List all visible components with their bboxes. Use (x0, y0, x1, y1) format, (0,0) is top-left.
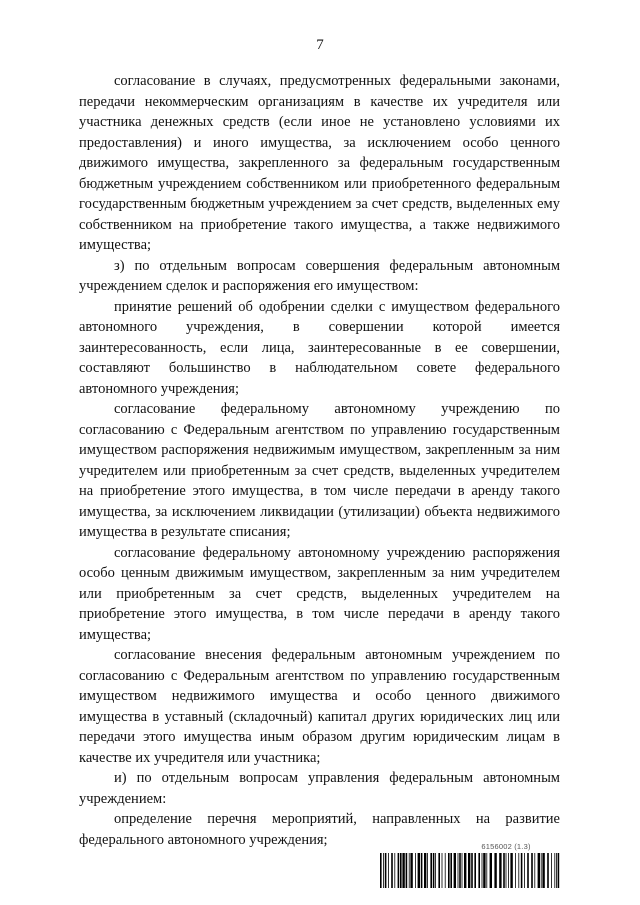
barcode-bar (531, 853, 533, 888)
paragraph-approval-decision: принятие решений об одобрении сделки с имуществом федерального автономного учреждения, в совершении которой имеется заинтересованность, если лица, заинтересованные в ее совершении, составляют большинство в наблюдательном совете федерального автономного учреждения; (79, 298, 560, 397)
barcode-bar (448, 853, 450, 888)
barcode-bar (409, 853, 410, 888)
barcode-bar (424, 853, 426, 888)
barcode-bar (383, 853, 384, 888)
paragraph-approval-transfer: согласование в случаях, предусмотренных федеральными законами, передачи некоммерческим организациям в качестве их учредителя или участника денежных средств (если иное не установлено условиями их предоставления) и иного имущества, за исключением особо ценного движимого имущества, закрепленного за федеральным государственным бюджетным учреждением собственником или приобретенного федеральным государственным бюджетным учреждением за счет средств, выделенных ему собственником на приобретение такого имущества, а также недвижимого имущества; (79, 73, 560, 253)
barcode-bar (556, 853, 557, 888)
page-number: 7 (316, 37, 324, 53)
barcode-bar (538, 853, 540, 888)
barcode-bar (521, 853, 523, 888)
paragraph-development-measures: определение перечня мероприятий, направленных на развитие федерального автономного учреждения; (79, 811, 560, 848)
document-body (79, 71, 560, 850)
barcode-bar (435, 853, 436, 888)
barcode-bar (494, 853, 496, 888)
paragraph-item-i: и) по отдельным вопросам управления федеральным автономным учреждением: (79, 770, 560, 807)
barcode-bar (474, 853, 476, 888)
barcode-bar (406, 853, 408, 888)
barcode-bar (468, 853, 470, 888)
barcode-bar (410, 853, 412, 888)
barcode-bar (503, 853, 505, 888)
barcode-bar (524, 853, 525, 888)
barcode-bar (483, 853, 485, 888)
barcode-bar (454, 853, 456, 888)
barcode-bar (421, 853, 423, 888)
barcode-bar (462, 853, 463, 888)
barcode-bar (478, 853, 480, 888)
barcode-bar (515, 853, 516, 888)
barcode-bar (482, 853, 483, 888)
barcode-bar (391, 853, 393, 888)
barcode-bar (499, 853, 501, 888)
barcode-bar (534, 853, 535, 888)
barcode-bar (400, 853, 402, 888)
barcode-bar (506, 853, 507, 888)
barcode-bar (554, 853, 555, 888)
barcode-bar (542, 853, 544, 888)
barcode-bar (398, 853, 400, 888)
barcode-bar (551, 853, 552, 888)
barcode-bar (427, 853, 428, 888)
barcode-bar (445, 853, 446, 888)
barcode-bar (430, 853, 432, 888)
barcode-bar (459, 853, 461, 888)
barcode-bar (558, 853, 560, 888)
barcode-bar (518, 853, 519, 888)
barcode-bar (450, 853, 452, 888)
paragraph-item-z: з) по отдельным вопросам совершения федеральным автономным учреждением сделок и распоряжения его имуществом: (79, 257, 560, 294)
barcode-bar (541, 853, 542, 888)
barcode-bar (490, 853, 492, 888)
barcode-bar (433, 853, 435, 888)
barcode-bar (385, 853, 387, 888)
barcode-bar (527, 853, 529, 888)
paragraph-capital-contribution: согласование внесения федеральным автономным учреждением по согласованию с Федеральным агентством по управлению государственным имуществом недвижимого имущества и особо ценного движимого имущества в уставный (складочный) капитал других юридических лиц или передачи этого имущества иным образом другим юридическим лицам в качестве их учредителя или участника; (79, 647, 560, 766)
barcode-bar (442, 853, 443, 888)
document-code: 6156002 (1.3) (481, 842, 531, 851)
barcode-bar (486, 853, 487, 888)
barcode-bar (394, 853, 395, 888)
paragraph-real-estate-disposal: согласование федеральному автономному учреждению по согласованию с Федеральным агентством по управлению государственным имуществом распоряжения недвижимым имуществом, закрепленным за ним учредителем или приобретенным за счет средств, выделенных учредителем на приобретение этого имущества, в том числе передачи в аренду такого имущества, за исключением ликвидации (утилизации) объекта недвижимого имущества в результате списания; (79, 401, 560, 540)
barcode-bar (547, 853, 549, 888)
barcode-bar (388, 853, 389, 888)
barcode-bar (464, 853, 466, 888)
barcode-bar (438, 853, 440, 888)
paragraph-movable-property-disposal: согласование федеральному автономному учреждению распоряжения особо ценным движимым имуществом, закрепленным за ним учредителем или приобретенным за счет средств, выделенных учредителем на приобретение этого имущества, в том числе передачи в аренду такого имущества; (79, 544, 560, 643)
barcode-bar (458, 853, 459, 888)
barcode-bar (508, 853, 509, 888)
barcode-bar (418, 853, 420, 888)
barcode-bar (510, 853, 512, 888)
barcode-icon (380, 853, 560, 888)
barcode-bar (402, 853, 404, 888)
barcode-bar (471, 853, 473, 888)
barcode-bar (380, 853, 382, 888)
barcode-bar (415, 853, 416, 888)
